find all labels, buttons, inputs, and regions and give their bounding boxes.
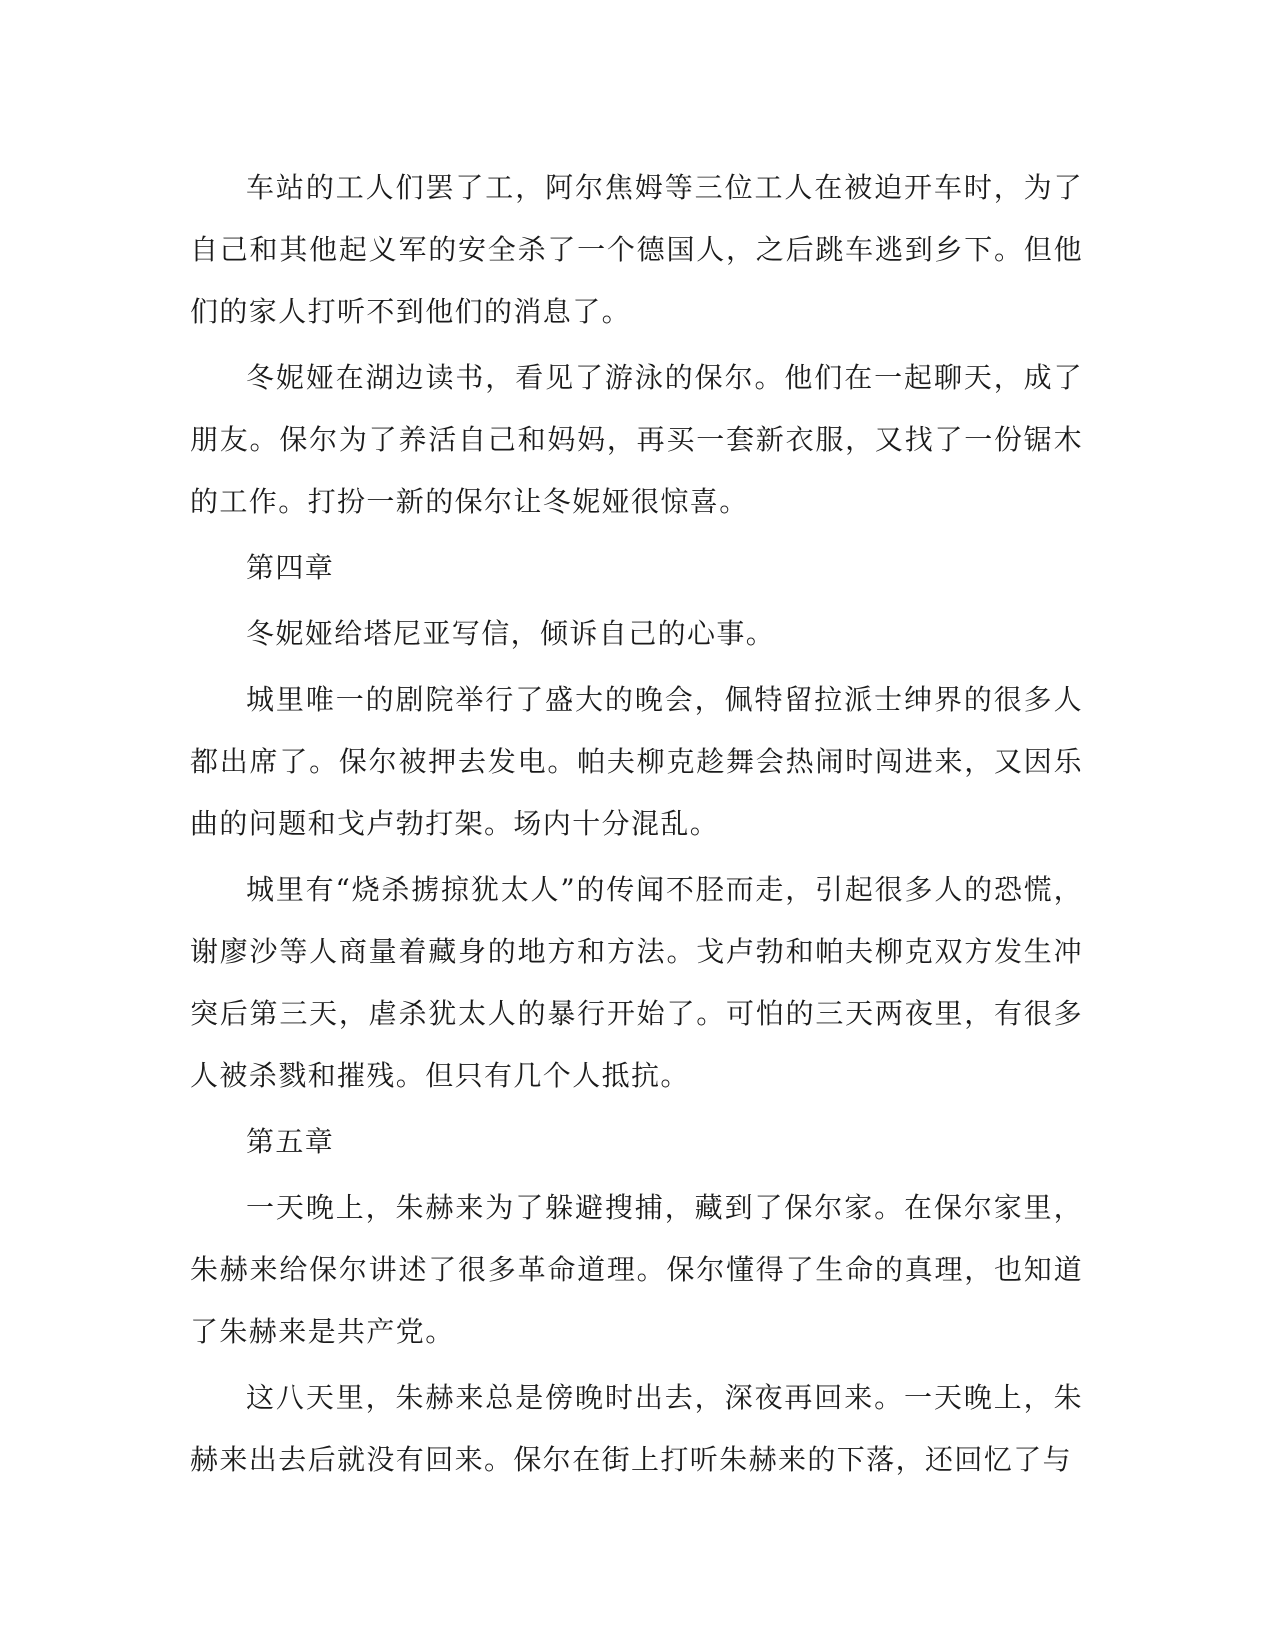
paragraph-strike: 车站的工人们罢了工，阿尔焦姆等三位工人在被迫开车时，为了自己和其他起义军的安全杀了一个德国人，之后跳车逃到乡下。但他们的家人打听不到他们的消息了。 [190,171,1083,328]
paragraph-letter: 冬妮娅给塔尼亚写信，倾诉自己的心事。 [246,617,776,650]
chapter-heading-4: 第四章 [246,551,335,584]
document-body [190,157,1083,1495]
paragraph-hiding: 一天晚上，朱赫来为了躲避搜捕，藏到了保尔家。在保尔家里，朱赫来给保尔讲述了很多革命道理。保尔懂得了生命的真理，也知道了朱赫来是共产党。 [190,1191,1083,1348]
paragraph-pogrom: 城里有“烧杀掳掠犹太人”的传闻不胫而走，引起很多人的恐慌，谢廖沙等人商量着藏身的地方和方法。戈卢勃和帕夫柳克双方发生冲突后第三天，虐杀犹太人的暴行开始了。可怕的三天两夜里，有很多人被杀戮和摧残。但只有几个人抵抗。 [190,873,1083,1092]
paragraph-theater-party: 城里唯一的剧院举行了盛大的晚会，佩特留拉派士绅界的很多人都出席了。保尔被押去发电。帕夫柳克趁舞会热闹时闯进来，又因乐曲的问题和戈卢勃打架。场内十分混乱。 [190,683,1083,840]
chapter-heading-5: 第五章 [246,1125,335,1158]
paragraph-lake-meeting: 冬妮娅在湖边读书，看见了游泳的保尔。他们在一起聊天，成了朋友。保尔为了养活自己和妈妈，再买一套新衣服，又找了一份锯木的工作。打扮一新的保尔让冬妮娅很惊喜。 [190,361,1083,518]
paragraph-eight-days: 这八天里，朱赫来总是傍晚时出去，深夜再回来。一天晚上，朱赫来出去后就没有回来。保尔在街上打听朱赫来的下落，还回忆了与 [190,1381,1083,1476]
